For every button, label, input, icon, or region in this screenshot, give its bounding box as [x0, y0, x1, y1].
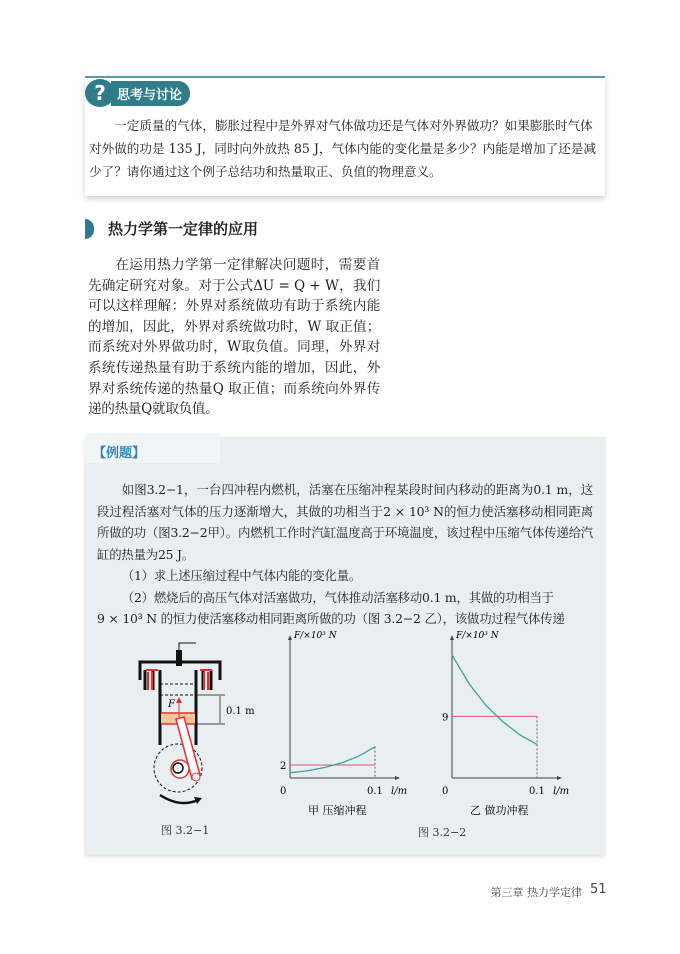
- footer-page-number: 51: [590, 882, 607, 897]
- example-label: 【例题】: [93, 446, 146, 461]
- x-axis-label: l/m: [391, 786, 408, 797]
- section-title: 热力学第一定律的应用: [108, 220, 259, 238]
- discussion-title: 思考与讨论: [111, 81, 190, 106]
- y-tick-label: 2: [280, 761, 287, 772]
- chart-title: 甲 压缩冲程: [308, 804, 367, 817]
- x-tick-label: 0: [442, 786, 449, 797]
- example-question-2: （2）燃烧后的高压气体对活塞做功，气体推动活塞移动0.1 m，其做的功相当于: [121, 589, 554, 605]
- axis-arrow-icon: [450, 635, 562, 780]
- footer-chapter: 第三章 热力学定律: [490, 886, 582, 899]
- force-curve: [290, 747, 375, 773]
- x-tick-label: 0.1: [367, 786, 383, 797]
- force-label: F: [168, 699, 175, 710]
- question-icon: ?: [85, 79, 115, 107]
- figure-2-caption: 图 3.2−2: [418, 826, 467, 839]
- force-curve: [452, 655, 537, 745]
- example-intro: 如图3.2−1，一台四冲程内燃机，活塞在压缩冲程某段时间内移动的距离为0.1 m，这段过程活塞对气体的压力逐渐增大，其做的功相当于2 × 10³ N的恒力使活塞移动相同距离所做的功（图3.2−2甲）。内燃机工作时汽缸温度高于环境温度，该过程中压缩气体传递给汽缸的热量为25 J。: [97, 482, 593, 562]
- x-tick-label: 0.1: [529, 786, 545, 797]
- distance-label: 0.1 m: [226, 706, 255, 717]
- example-question-2-cont: 9 × 10³ N 的恒力使活塞移动相同距离所做的功（图 3.2−2 乙），该做功过程气体传递: [97, 611, 565, 626]
- y-tick-label: 9: [442, 712, 449, 724]
- x-tick-label: 0: [280, 786, 287, 797]
- figure-1-caption: 图 3.2−1: [161, 824, 210, 837]
- x-axis-label: l/m: [553, 786, 570, 797]
- y-axis-label: F/×10³ N: [294, 631, 337, 641]
- section-paragraph: 在运用热力学第一定律解决问题时，需要首先确定研究对象。对于公式ΔU = Q + W，我们可以这样理解：外界对系统做功有助于系统内能的增加，因此，外界对系统做功时，W 取正值；而系统对外界做功时，W取负值。同理，外界对系统传递热量有助于系统内能的增加，因此，外界对系统传递的热量Q 取正值；而系统向外界传递的热量Q就取负值。: [88, 257, 380, 418]
- axis-arrow-icon: [288, 635, 400, 780]
- chart-axes: [452, 640, 557, 778]
- discussion-text: 一定质量的气体，膨胀过程中是外界对气体做功还是气体对外界做功？如果膨胀时气体对外做的功是 135 J，同时向外放热 85 J，气体内能的变化量是多少？内能是增加了还是减少了？请你通过这个例子总结功和热量取正、负值的物理意义。: [89, 118, 596, 179]
- chart-axes: [290, 640, 395, 778]
- y-axis-label: F/×10³ N: [456, 631, 499, 641]
- chart-title: 乙 做功冲程: [470, 804, 529, 817]
- example-question-1: （1）求上述压缩过程中气体内能的变化量。: [121, 568, 362, 583]
